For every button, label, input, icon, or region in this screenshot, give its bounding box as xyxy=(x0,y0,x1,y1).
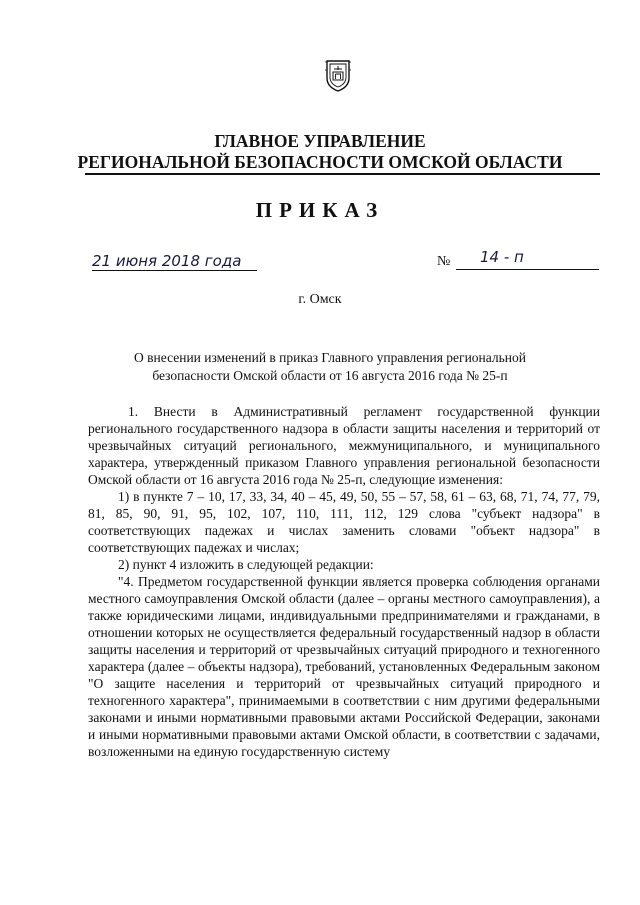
org-name-line2: РЕГИОНАЛЬНОЙ БЕЗОПАСНОСТИ ОМСКОЙ ОБЛАСТИ xyxy=(77,152,563,172)
header-divider xyxy=(85,173,600,175)
item-2: 2) пункт 4 изложить в следующей редакции: xyxy=(118,557,374,572)
date-underline xyxy=(92,270,257,271)
document-body xyxy=(88,403,600,760)
document-title: ПРИКАЗ xyxy=(255,198,385,222)
paragraph-1: 1. Внести в Административный регламент государственной функции регионального государственного надзора в области защиты населения и территорий от чрезвычайных ситуаций регионального, межмуниципального, и муниципального характера, утвержденный приказом Главного управления региональной безопасности Омской области от 16 августа 2016 года № 25-п, следующие изменения: xyxy=(88,404,600,487)
document-date: 21 июня 2018 года xyxy=(92,252,242,270)
document-number: 14 - п xyxy=(480,248,524,266)
city: г. Омск xyxy=(298,292,342,307)
quoted-clause-4: "4. Предметом государственной функции является проверка соблюдения органами местного самоуправления Омской области (далее – органы местного самоуправления), а также юридическими лицами, индивидуальными предпринимателями и гражданами, в отношении которых не осуществляется федеральный государственный надзор в области защиты населения и территорий от чрезвычайных ситуаций природного и техногенного характера (далее – объекты надзора), требований, установленных Федеральным законом "О защите населения и территорий от чрезвычайных ситуаций природного и техногенного характера", принимаемыми в соответствии с ним другими федеральными законами и иными нормативными правовыми актами Российской Федерации, законами и иными нормативными правовыми актами Омской области, в соответствии с задачами, возложенными на единую государственную систему xyxy=(88,574,600,759)
document-subject xyxy=(100,349,560,385)
coat-of-arms-emblem xyxy=(325,58,351,92)
number-sign: № xyxy=(437,254,451,269)
subject-line1: О внесении изменений в приказ Главного управления региональной xyxy=(134,350,526,365)
item-1: 1) в пункте 7 – 10, 17, 33, 34, 40 – 45, 49, 50, 55 – 57, 58, 61 – 63, 68, 71, 74, 77, 79, 81, 85, 90, 91, 95, 102, 107, 110, 111, 112, 129 слова "субъект надзора" в соответствующих падежах и числах заменить словами "объект надзора" в соответствующих падежах и числах; xyxy=(88,489,600,555)
number-underline xyxy=(456,269,599,270)
subject-line2: безопасности Омской области от 16 августа 2016 года № 25-п xyxy=(152,368,508,383)
org-name-line1: ГЛАВНОЕ УПРАВЛЕНИЕ xyxy=(214,131,426,151)
